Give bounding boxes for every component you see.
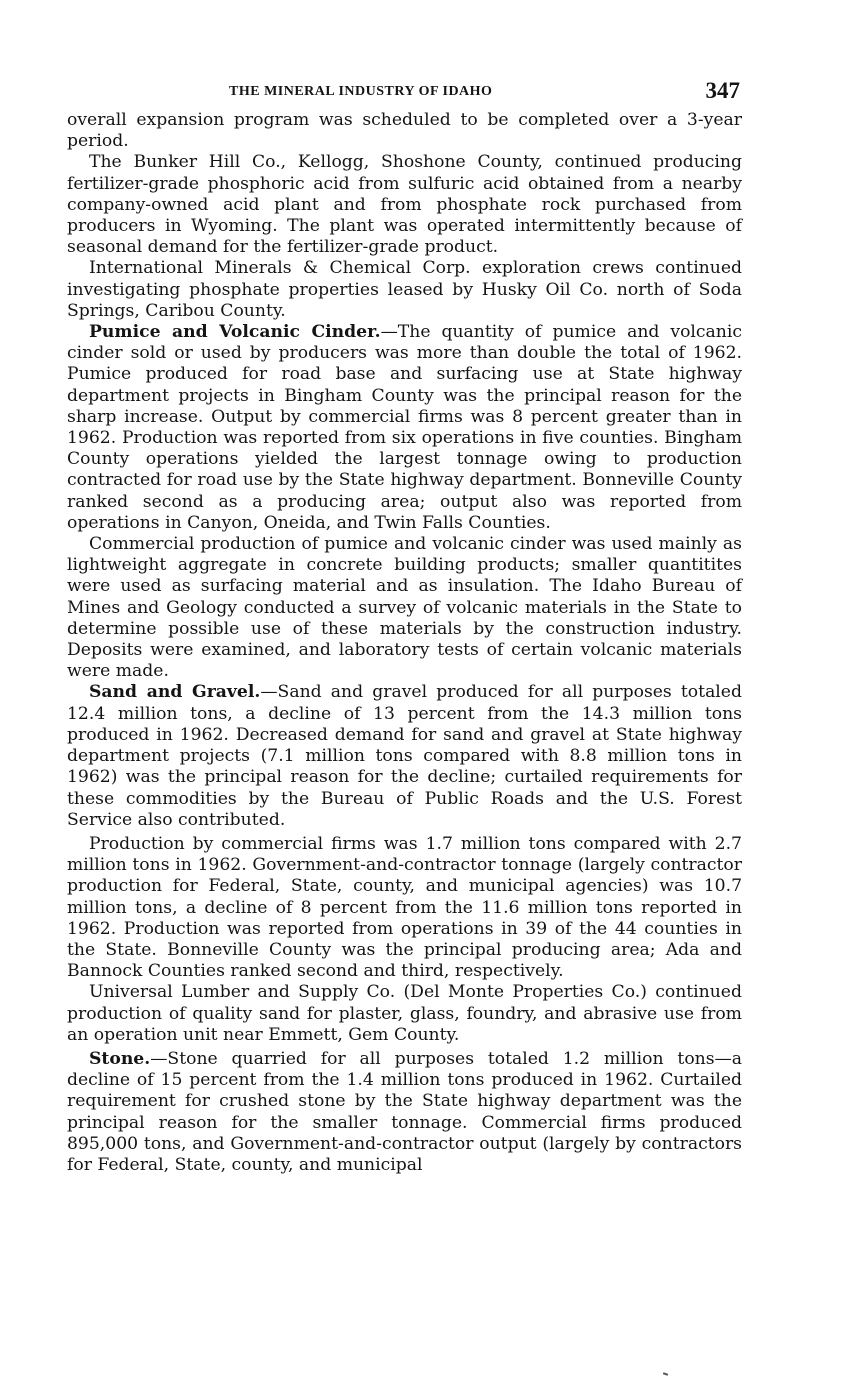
paragraph-text: Production by commercial firms was 1.7 million tons compared with 2.7 million tons in 1962. Government-and-contractor tonnage (largely contractor production for Federal, State, county, and municipal agencies) was 10.7 million tons, a decline of 8 percent from the 11.6 million tons reported in 1962. Production was reported from operations in 39 of the 44 counties in the State. Bonneville County was the principal producing area; Ada and Bannock Counties ranked second and third, respectively.	[67, 833, 742, 982]
running-header	[67, 78, 742, 110]
section-heading-sand-gravel: Sand and Gravel.	[89, 682, 261, 703]
document-page	[67, 78, 742, 1176]
paragraph-text: —Stone quarried for all purposes totaled 1.2 million tons—a decline of 15 percent from the 1.4 million tons produced in 1962. Curtailed requirement for crushed stone by the State highway department was the principal reason for the smaller tonnage. Commercial firms produced 895,000 tons, and Government-and-contractor output (largely by contractors for Federal, State, county, and municipal	[67, 1048, 742, 1175]
paragraph-text: International Minerals & Chemical Corp. exploration crews continued investigating phosphate properties leased by Husky Oil Co. north of Soda Springs, Caribou County.	[67, 258, 742, 321]
section-heading-pumice: Pumice and Volcanic Cinder.	[89, 322, 381, 343]
paragraph-commercial-firms	[67, 834, 742, 982]
page-number: 347	[705, 78, 740, 103]
paragraph-sand-gravel	[67, 682, 742, 830]
paragraph-pumice-commercial	[67, 534, 742, 682]
paragraph-expansion-program	[67, 110, 742, 152]
paragraph-stone	[67, 1049, 742, 1176]
scan-speck	[663, 1372, 668, 1376]
paragraph-text: Commercial production of pumice and volcanic cinder was used mainly as lightweight aggregate in concrete building products; smaller quantitites were used as surfacing material and as insulation. The Idaho Bureau of Mines and Geology conducted a survey of volcanic materials in the State to determine possible use of these materials by the construction industry. Deposits were examined, and laboratory tests of certain volcanic materials were made.	[67, 534, 742, 682]
paragraph-text: overall expansion program was scheduled to be completed over a 3-year period.	[67, 110, 742, 152]
paragraph-bunker-hill	[67, 152, 742, 258]
section-heading-stone: Stone.	[89, 1048, 151, 1069]
paragraph-universal-lumber	[67, 982, 742, 1046]
paragraph-text: Universal Lumber and Supply Co. (Del Monte Properties Co.) continued production of quality sand for plaster, glass, foundry, and abrasive use from an operation unit near Emmett, Gem County.	[67, 982, 742, 1045]
paragraph-text: —The quantity of pumice and volcanic cinder sold or used by producers was more than double the total of 1962. Pumice produced for road base and surfacing use at State highway department projects in Bingham County was the principal reason for the sharp increase. Output by commercial firms was 8 percent greater than in 1962. Production was reported from six operations in five counties. Bingham County operations yielded the largest tonnage owing to production contracted for road use by the State highway department. Bonneville County ranked second as a producing area; output also was reported from operations in Canyon, Oneida, and Twin Falls Counties.	[67, 322, 742, 533]
paragraph-pumice-cinder	[67, 322, 742, 534]
body-text	[67, 110, 742, 1176]
paragraph-text: The Bunker Hill Co., Kellogg, Shoshone County, continued producing fertilizer-grade phosphoric acid from sulfuric acid obtained from a nearby company-owned acid plant and from phosphate rock purchased from producers in Wyoming. The plant was operated intermittently because of seasonal demand for the fertilizer-grade product.	[67, 152, 742, 258]
paragraph-international-minerals	[67, 258, 742, 322]
paragraph-text: —Sand and gravel produced for all purposes totaled 12.4 million tons, a decline of 13 percent from the 14.3 million tons produced in 1962. Decreased demand for sand and gravel at State highway department projects (7.1 million tons compared with 8.8 million tons in 1962) was the principal reason for the decline; curtailed requirements for these commodities by the Bureau of Public Roads and the U.S. Forest Service also contributed.	[67, 682, 742, 830]
running-title: THE MINERAL INDUSTRY OF IDAHO	[229, 84, 493, 99]
